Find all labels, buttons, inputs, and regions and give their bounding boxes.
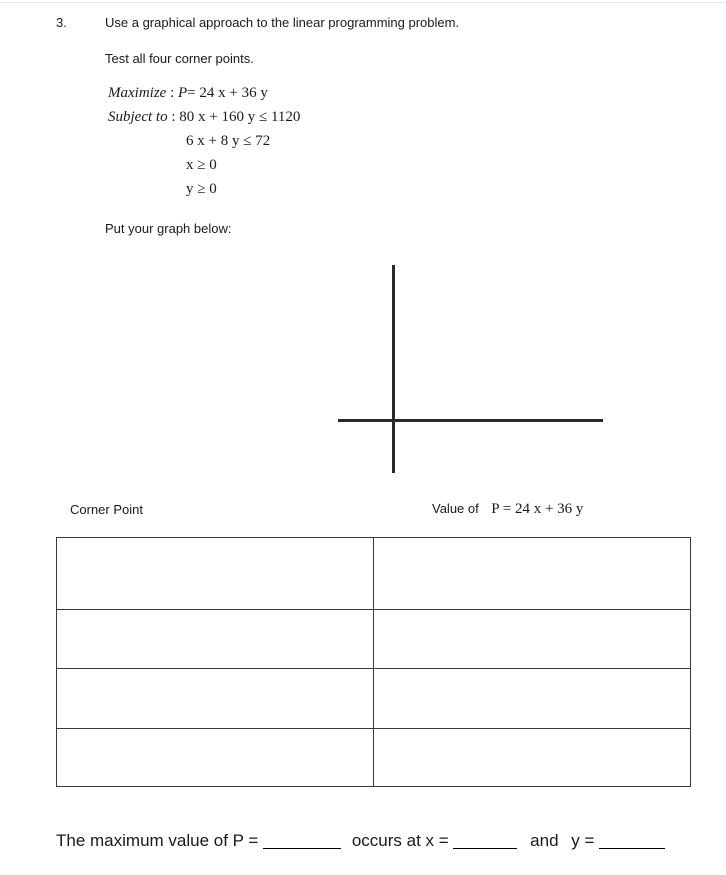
- table-row: [57, 610, 691, 669]
- subject-to-label: Subject to: [108, 109, 168, 125]
- table-row: [57, 669, 691, 729]
- answer-line: [56, 831, 665, 851]
- problem-subinstruction: Test all four corner points.: [105, 51, 254, 66]
- constraint-1: 80 x + 160 y ≤ 1120: [179, 109, 301, 125]
- value-cell[interactable]: [374, 610, 691, 669]
- corner-point-table: [56, 537, 691, 787]
- constraint-2: 6 x + 8 y ≤ 72: [186, 133, 271, 149]
- y-value-blank[interactable]: [599, 832, 665, 849]
- corner-cell[interactable]: [57, 610, 374, 669]
- value-formula: P = 24 x + 36 y: [491, 501, 584, 517]
- constraint-4: y ≥ 0: [186, 181, 217, 197]
- occurs-at-label: occurs at x =: [351, 831, 449, 850]
- objective-line: Maximize : P= 24 x + 36 y: [108, 85, 268, 101]
- graph-prompt: Put your graph below:: [105, 221, 232, 236]
- y-label: y =: [571, 831, 595, 850]
- value-of-label: Value of: [432, 501, 479, 516]
- value-cell[interactable]: [374, 669, 691, 729]
- constraint-3: x ≥ 0: [186, 157, 217, 173]
- problem-instruction: Use a graphical approach to the linear programming problem.: [105, 15, 460, 30]
- value-header: [432, 500, 583, 518]
- subject-to-line: Subject to : 80 x + 160 y ≤ 1120: [108, 109, 301, 125]
- corner-cell[interactable]: [57, 729, 374, 787]
- table-row: [57, 729, 691, 787]
- table-row: [57, 538, 691, 610]
- corner-cell[interactable]: [57, 538, 374, 610]
- max-value-label: The maximum value of P =: [56, 831, 259, 850]
- max-value-blank[interactable]: [263, 832, 341, 849]
- value-cell[interactable]: [374, 729, 691, 787]
- objective-p: P: [178, 85, 188, 101]
- graph-x-axis: [338, 419, 603, 422]
- value-cell[interactable]: [374, 538, 691, 610]
- objective-expr: = 24 x + 36 y: [187, 85, 268, 101]
- problem-number: 3.: [56, 15, 67, 30]
- maximize-label: Maximize: [108, 85, 167, 101]
- top-rule: [0, 2, 726, 3]
- corner-point-header: Corner Point: [70, 502, 143, 517]
- corner-cell[interactable]: [57, 669, 374, 729]
- x-value-blank[interactable]: [453, 832, 517, 849]
- and-label: and: [530, 831, 559, 850]
- graph-y-axis: [392, 265, 395, 473]
